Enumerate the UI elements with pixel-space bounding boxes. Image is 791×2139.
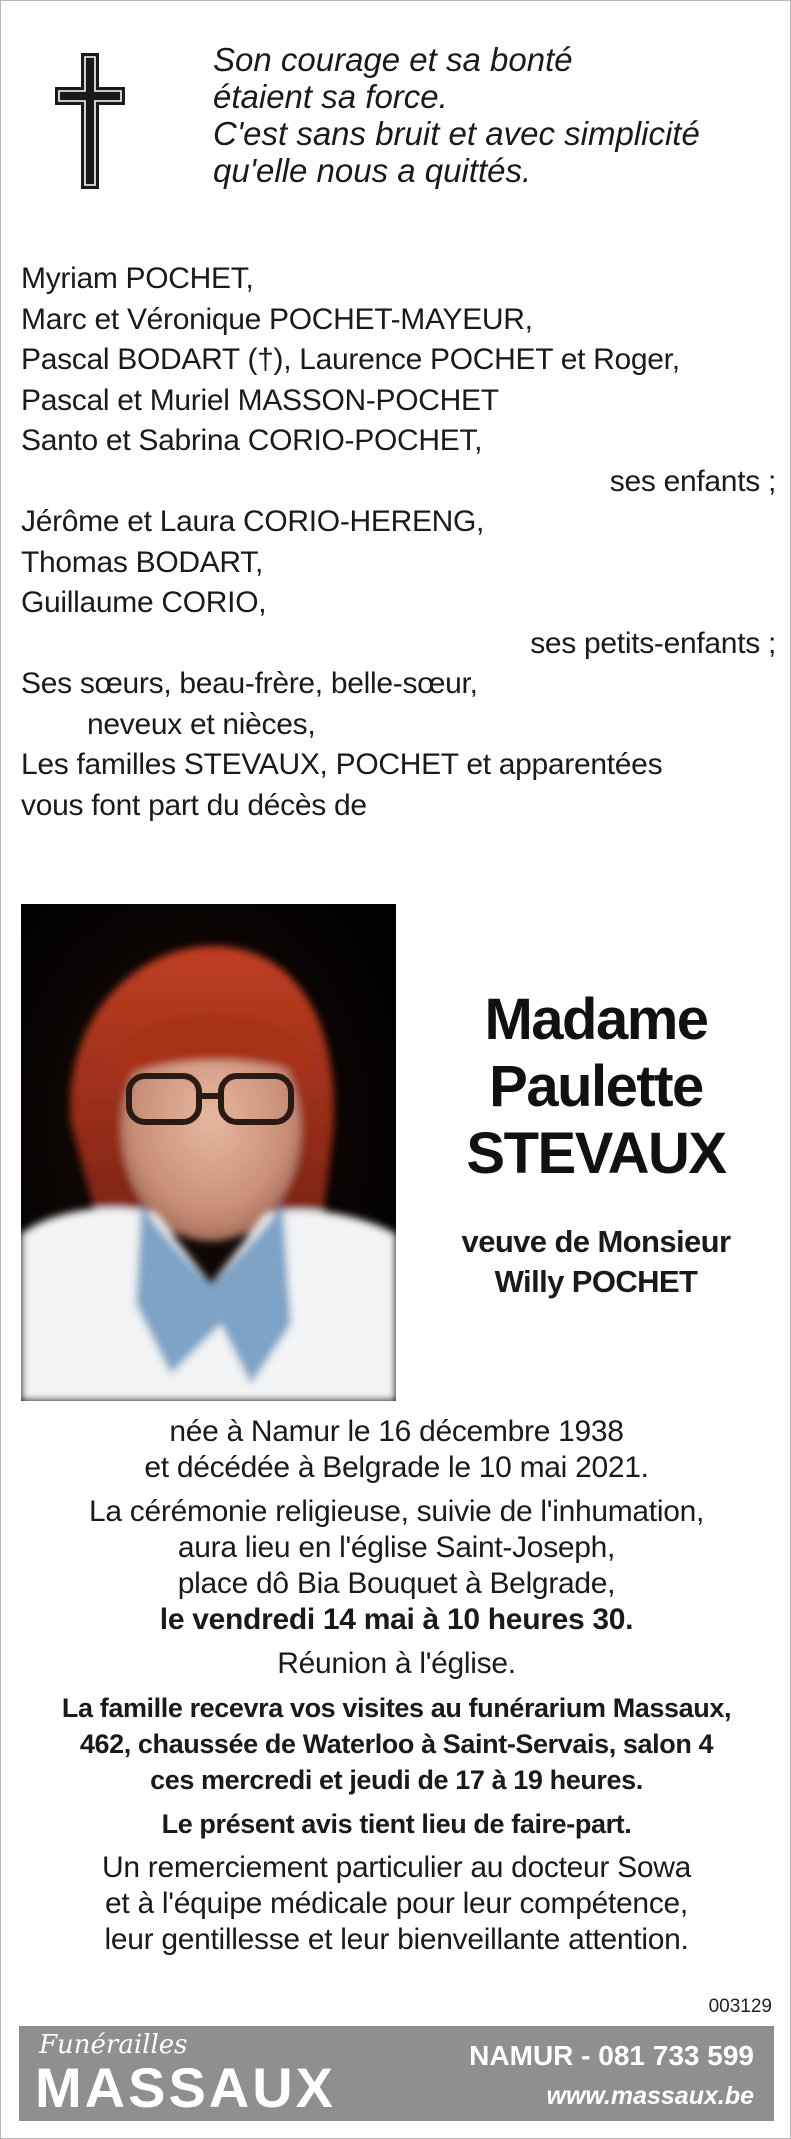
epigraph — [213, 41, 773, 189]
visits-line: La famille recevra vos visites au funérarium Massaux, — [61, 1693, 732, 1723]
meeting-line: Réunion à l'église. — [277, 1647, 516, 1680]
family-member: Pascal et Muriel MASSON-POCHET — [21, 383, 499, 417]
portrait-photo — [21, 904, 396, 1401]
latin-cross-icon — [53, 51, 127, 191]
grandchildren-role: ses petits-enfants ; — [530, 626, 776, 660]
phone-number: 081 733 599 — [598, 2040, 754, 2071]
siblings-line: Ses sœurs, beau-frère, belle-sœur, — [21, 667, 478, 700]
death-line: et décédée à Belgrade le 10 mai 2021. — [144, 1451, 649, 1484]
thanks-line: et à l'équipe médicale pour leur compétence, — [105, 1887, 688, 1920]
ceremony-line: place dô Bia Bouquet à Belgrade, — [177, 1567, 616, 1600]
widow-line: veuve de Monsieur — [461, 1224, 731, 1259]
funerailles-label: Funérailles — [39, 2030, 188, 2060]
epigraph-line: étaient sa force. — [213, 78, 448, 115]
deceased-first-name: Paulette — [489, 1054, 703, 1119]
contact-phone — [469, 2040, 754, 2072]
ceremony-line: La cérémonie religieuse, suivie de l'inhumation, — [88, 1495, 704, 1528]
city-label: NAMUR — [469, 2040, 574, 2071]
family-member: Marc et Véronique POCHET-MAYEUR, — [21, 302, 533, 336]
family-member: Pascal BODART (†), Laurence POCHET et Roger, — [21, 343, 680, 376]
website-link[interactable]: www.massaux.be — [546, 2082, 754, 2110]
reference-number: 003129 — [708, 1996, 772, 2017]
funeral-home-banner — [19, 2026, 774, 2121]
notice-line: Le présent avis tient lieu de faire-part. — [161, 1809, 632, 1839]
children-role: ses enfants ; — [609, 464, 776, 498]
thanks-line: leur gentillesse et leur bienveillante attention. — [104, 1923, 689, 1956]
visits-line: ces mercredi et jeudi de 17 à 19 heures. — [150, 1765, 643, 1795]
family-member: Santo et Sabrina CORIO-POCHET, — [21, 424, 483, 457]
deceased-name-block — [411, 986, 781, 1302]
epigraph-line: Son courage et sa bonté — [213, 41, 573, 78]
brand-logo-text: MASSAUX — [35, 2056, 337, 2119]
funeral-details — [11, 1414, 782, 1958]
families-line: Les familles STEVAUX, POCHET et apparentées — [21, 748, 663, 781]
deceased-last-name: STEVAUX — [466, 1121, 726, 1186]
family-member: Guillaume CORIO, — [21, 586, 267, 619]
ceremony-line: aura lieu en l'église Saint-Joseph, — [177, 1531, 616, 1564]
epigraph-line: qu'elle nous a quittés. — [213, 152, 532, 189]
birth-line: née à Namur le 16 décembre 1938 — [169, 1415, 624, 1448]
separator: - — [573, 2040, 599, 2071]
announce-line: vous font part du décès de — [21, 788, 367, 822]
deceased-title: Madame — [484, 987, 708, 1052]
visits-line: 462, chaussée de Waterloo à Saint-Servais, salon 4 — [79, 1729, 714, 1759]
family-list — [21, 259, 776, 826]
thanks-line: Un remerciement particulier au docteur Sowa — [101, 1851, 692, 1884]
family-member: Thomas BODART, — [21, 545, 263, 579]
epigraph-line: C'est sans bruit et avec simplicité — [213, 115, 700, 152]
spouse-name: Willy POCHET — [494, 1264, 698, 1299]
ceremony-date: le vendredi 14 mai à 10 heures 30. — [159, 1603, 634, 1636]
family-member: Jérôme et Laura CORIO-HERENG, — [21, 505, 485, 538]
family-member: Myriam POCHET, — [21, 262, 254, 295]
nephews-line: neveux et nièces, — [87, 707, 316, 741]
